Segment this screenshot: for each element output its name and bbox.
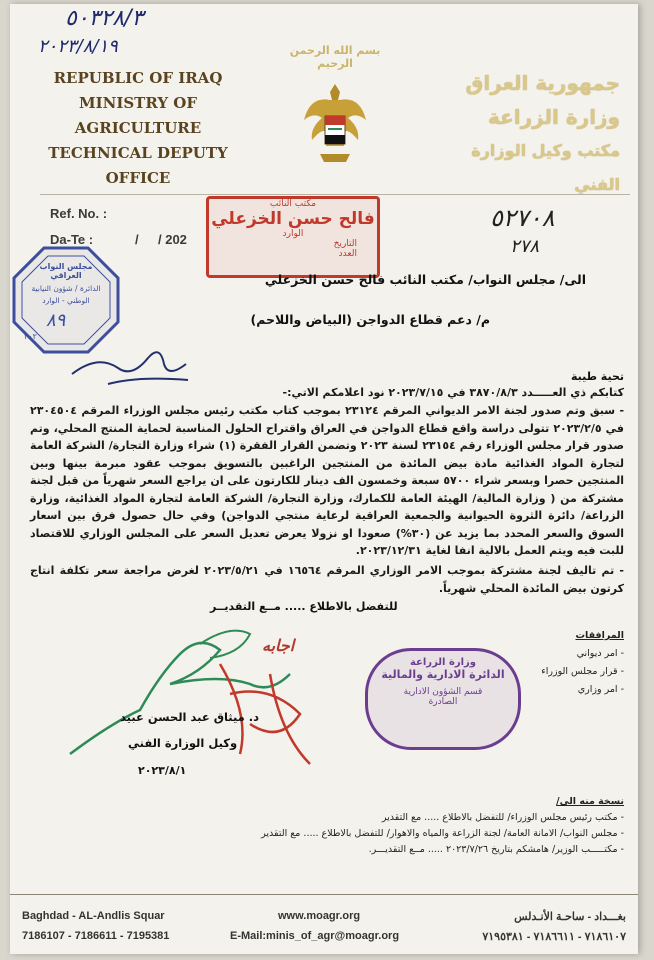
- header-office: OFFICE: [105, 169, 171, 187]
- council-stamp-title: مجلس النواب العراقي: [39, 262, 93, 280]
- handwritten-date: ٢٠٢٣/٨/١٩: [38, 36, 118, 57]
- date-slash-1: /: [135, 232, 139, 247]
- date-slash-2: / 202: [158, 232, 187, 247]
- header-ministry: MINISTRY OF AGRICULTURE: [74, 94, 202, 137]
- copy-item: - مكتب رئيس مجلس الوزراء/ للتفضل بالاطلاع ..... مع التقدير: [381, 812, 624, 823]
- incoming-office-stamp: [206, 196, 380, 278]
- header-divider: [40, 194, 630, 195]
- stamp-number-label: العدد: [338, 249, 357, 259]
- signer-title: وكيل الوزارة الفني: [128, 736, 238, 750]
- attachment-item: - قرار مجلس الوزراء: [541, 666, 624, 677]
- header-deputy: TECHNICAL DEPUTY: [48, 144, 228, 162]
- dept-stamp-ministry: وزارة الزراعة: [409, 657, 477, 668]
- subject-line: م/ دعم قطاع الدواجن (البياض واللاحم): [250, 312, 490, 327]
- footer-phones-en: 7186107 - 7186611 - 7195381: [22, 930, 170, 942]
- council-stamp-number: ٨٩: [46, 310, 66, 331]
- header-country: REPUBLIC OF IRAQ: [53, 69, 223, 87]
- handwritten-note: اجابه: [262, 636, 295, 655]
- bismillah: بسم الله الرحمن الرحيم: [289, 44, 381, 70]
- copy-item: - مجلس النواب/ الامانة العامة/ لجنة الزراعة والمياه والاهوار/ للتفضل بالاطلاع ..... مع التقدير: [261, 828, 624, 839]
- footer-address-ar: بغـــداد - ساحـة الأنـدلس: [514, 911, 626, 923]
- paragraph-1: - سبق وتم صدور لجنة الامر الديواني المرقم ٢٣١٢٤ بموجب كتاب مكتب رئيس مجلس الوزراء المرقم ٢٣٠٤٥٠٤ في ٢٠٢٣/٢/٥ تتولى دراسة واقع قطاع الدواجن في العراق واقتراح الحلول المناسبة لحماية المنتج المحلي، وتم صدور قرار مجلس الوزراء رقم ٢٣١٥٤ لسنة ٢٠٢٣ وتضمن القرار الفقرة (١) شراء وزارة التجارة/ الشركة العامة لتجارة المواد الغذائية مادة بيض المائدة من المنتجين الراغبين بالتسويق بموجب عقود مبرمة بينها وبين المنتجين حصرا وبسعر شراء ٥٧٠٠ سبعة وخمسون الف دينار للكارتون على ان يراجع السعر شهرياً من قبل لجنة مشتركة من ( وزارة المالية/ الهيئة العامة للكمارك، وزارة التجارة/ الشركة العامة لتجارة المواد الغذائية، وزارة الزراعة/ دائرة الثروة الحيوانية والجمعية العراقية لرعاية منتجي الدواجن) وفي حال حصول فرق بين اسعار السوق والسعر المحدد بما يزيد عن (٣٠%) صعودا او نزولا يعرض تعديل السعر على المجلس الوزاري للاقتصاد للبت فيه ويتم العمل بالالية انفا لغاية ٢٠٢٣/١٢/٣١.: [30, 404, 625, 557]
- footer-divider: [10, 894, 638, 895]
- stamp-mp-name: فالح حسن الخزعلي: [211, 209, 375, 229]
- stamp-office-label: مكتب النائب: [269, 199, 317, 209]
- attachment-item: - امر ديواني: [576, 648, 624, 659]
- signer-name: د. ميثاق عبد الحسن عبيد: [120, 710, 260, 724]
- ref-no-label: Ref. No. :: [50, 206, 108, 221]
- copy-item: - مكتـــــب الوزير/ هامشكم بتاريخ ٢٠٢٣/٧/٢٦ ..... مــع التقديـــر.: [368, 844, 624, 855]
- council-stamp-sub: الوطني - الوارد: [42, 296, 90, 305]
- footer-address-en: Baghdad - AL-Andlis Squar: [22, 910, 165, 922]
- signer-date: ٢٠٢٣/٨/١: [138, 764, 187, 777]
- date-label: Da-Te :: [50, 232, 94, 247]
- copies-title: نسخة منه الى/: [556, 796, 624, 807]
- dept-stamp-outgoing: الصادرة: [428, 697, 458, 707]
- greeting: تحية طيبة: [570, 370, 624, 383]
- dept-stamp-section: قسم الشؤون الادارية: [403, 687, 483, 697]
- iraq-emblem-icon: [300, 76, 370, 176]
- intro-line: كتابكم ذي العـــــدد ٣٨٧٠/٨/٣ في ٢٠٢٣/٧/١٥ نود اعلامكم الاتي:-: [282, 386, 624, 399]
- english-header: [38, 66, 238, 191]
- header-ar-ministry: وزارة الزراعة: [487, 105, 620, 129]
- footer-website[interactable]: www.moagr.org: [278, 910, 361, 922]
- dept-stamp-directorate: الدائرة الادارية والمالية: [381, 668, 505, 681]
- stamp-date-label: التاريخ: [333, 239, 357, 249]
- handwritten-reference-number: ٥٠٣٢٨/٣: [65, 6, 144, 31]
- document-page: [10, 4, 638, 954]
- arabic-header: [420, 66, 620, 202]
- attachments-title: المرافقات: [575, 630, 624, 641]
- closing-line: للتفضل بالاطلاع ..... مــع التقديــر: [210, 600, 398, 613]
- paragraph-2: - تم تاليف لجنة مشتركة بموجب الامر الوزاري المرقم ١٦٥٦٤ في ٢٠٢٣/٥/٢١ لغرض مراجعة سعر تكلفة انتاج كرتون بيض المائدة المحلي شهرياً.: [30, 564, 624, 595]
- stamp-incoming-label: الوارد: [282, 229, 304, 239]
- council-stamp-dept: الدائرة / شؤون النيابية: [31, 284, 101, 293]
- footer-email[interactable]: E-Mail:minis_of_agr@moagr.org: [230, 930, 400, 942]
- header-ar-office: مكتب وكيل الوزارة الفني: [471, 141, 620, 194]
- footer-phones-ar: ٧١٨٦١٠٧ - ٧١٨٦٦١١ - ٧١٩٥٣٨١: [482, 931, 626, 943]
- handwritten-incoming-number: ٥٢٧٠٨: [490, 204, 555, 232]
- department-stamp: [365, 648, 521, 750]
- attachment-item: - امر وزاري: [577, 684, 624, 695]
- addressee-line: الى/ مجلس النواب/ مكتب النائب فالح حسن الخزعلي: [264, 272, 586, 287]
- council-stamp-date: ٢٠٢: [24, 332, 37, 341]
- handwritten-incoming-sub: ٢٧٨: [510, 236, 540, 257]
- header-ar-country: جمهورية العراق: [465, 71, 620, 95]
